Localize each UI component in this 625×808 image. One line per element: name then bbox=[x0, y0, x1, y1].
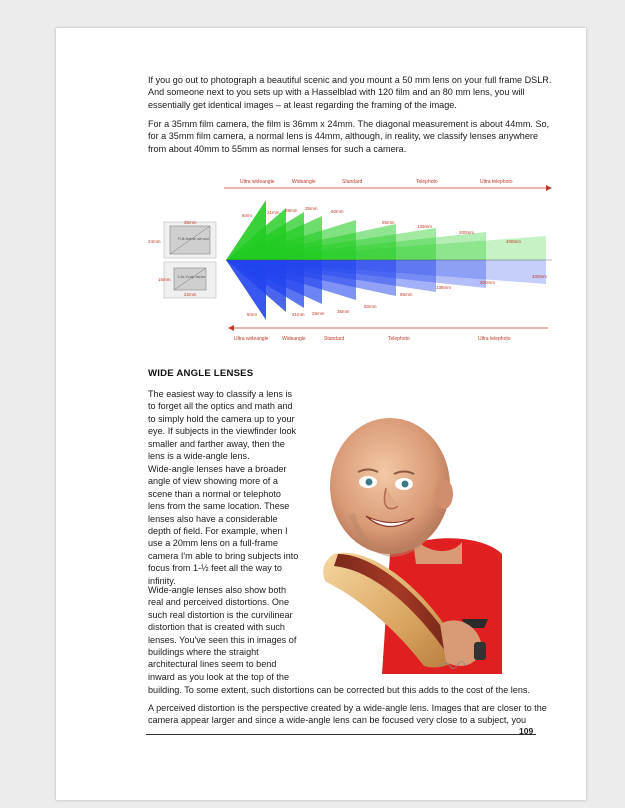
bottom-category-wide: Wideangle bbox=[282, 336, 306, 342]
paragraph-normal-lens-framing: If you go out to photograph a beautiful scenic and you mount a 50 mm lens on your full frame DSLR. And someone next to you sets up with a Hasselblad with 120 film and an 80 mm lens, you will essentially get identical images – at least regarding the framing of the image. bbox=[148, 75, 552, 110]
full-frame-width: 36mm bbox=[184, 220, 197, 225]
full-frame-label: Full-frame sensor bbox=[178, 236, 210, 241]
top-focal-8: 8mm bbox=[242, 213, 252, 218]
right-iris bbox=[402, 481, 409, 488]
bottom-focal-50: 50mm bbox=[364, 304, 377, 309]
top-focal-21: 21mm bbox=[267, 210, 280, 215]
bottom-focal-8: 8mm bbox=[247, 312, 257, 317]
crop-width: 22mm bbox=[184, 292, 197, 297]
crop-label: 1.6x Crop factor bbox=[177, 274, 206, 279]
bottom-category-ultra-tele: Ultra telephoto bbox=[478, 336, 511, 342]
wide-angle-portrait-photo bbox=[312, 404, 502, 674]
bottom-focal-200: 200mm bbox=[480, 280, 496, 285]
top-arrow-head bbox=[546, 185, 552, 191]
bottom-category-standard: Standard bbox=[324, 336, 345, 342]
bottom-focal-400: 400mm bbox=[532, 274, 548, 279]
top-focal-85: 85mm bbox=[382, 220, 395, 225]
focal-length-diagram bbox=[144, 168, 556, 348]
bottom-category-telephoto: Telephoto bbox=[388, 336, 410, 342]
paragraph-distortions: Wide-angle lenses also show both real and perceived distortions. One such real distortion is the curvilinear distortion that is created with such lenses. You've seen this in images of buildings where the straight architectural lines seem to bend inward as you look at the top of the bbox=[148, 585, 297, 682]
top-category-standard: Standard bbox=[342, 179, 363, 185]
bald-head bbox=[330, 418, 450, 554]
top-category-wide: Wideangle bbox=[292, 179, 316, 185]
left-iris bbox=[366, 479, 373, 486]
wristwatch bbox=[474, 642, 486, 660]
blue-angle-fan bbox=[226, 260, 546, 320]
top-focal-35: 35mm bbox=[305, 206, 318, 211]
bottom-focal-135: 135mm bbox=[436, 285, 452, 290]
paragraph-35mm-film: For a 35mm film camera, the film is 36mm x 24mm. The diagonal measurement is about 44mm. So, for a 35mm film camera, a normal lens is 44mm, although, in reality, we classify lenses anywhere from about 40mm to 55mm as normal lenses for such a camera. bbox=[148, 119, 550, 154]
top-category-ultra-tele: Ultra telephoto bbox=[480, 179, 513, 185]
top-focal-50: 50mm bbox=[331, 209, 344, 214]
top-category-ultra-wide: Ultra wideangle bbox=[240, 179, 275, 185]
bottom-focal-35: 35mm bbox=[337, 309, 350, 314]
top-category-telephoto: Telephoto bbox=[416, 179, 438, 185]
section-heading: WIDE ANGLE LENSES bbox=[148, 368, 254, 379]
paragraph-classify-lens: The easiest way to classify a lens is to forget all the optics and math and to simply hold the camera up to your eye. If subjects in the viewfinder look smaller and farther away, then the lens is a wide-angle lens. bbox=[148, 389, 297, 462]
crop-height: 15mm bbox=[158, 277, 171, 282]
bottom-arrow-head bbox=[228, 325, 234, 331]
bottom-focal-21: 21mm bbox=[292, 312, 305, 317]
top-focal-135: 135mm bbox=[417, 224, 433, 229]
top-focal-200: 200mm bbox=[459, 230, 475, 235]
paragraph-perceived-distortion: A perceived distortion is the perspective created by a wide-angle lens. Images that are closer to the camera appear larger and since a wide-angle lens can be focused very close to a subject, you bbox=[148, 703, 547, 726]
paragraph-wide-angle-view: Wide-angle lenses have a broader angle of view showing more of a scene than a normal or telephoto lens from the same location. These lenses also have a considerable depth of field. For example, when I use a 20mm lens on a full-frame camera I'm able to bring subjects into focus from 1-½ feet all the way to infinity. bbox=[148, 464, 299, 586]
page-number: 109 bbox=[519, 726, 534, 736]
top-focal-400: 400mm bbox=[506, 239, 522, 244]
green-angle-fan bbox=[226, 200, 546, 260]
full-frame-height: 24mm bbox=[148, 239, 161, 244]
bottom-category-ultra-wide: Ultra wideangle bbox=[234, 336, 269, 342]
bottom-focal-28: 28mm bbox=[312, 311, 325, 316]
ear bbox=[435, 479, 453, 509]
footer-rule bbox=[146, 734, 536, 735]
top-focal-28: 28mm bbox=[285, 208, 298, 213]
paragraph-distortion-cost: building. To some extent, such distortions can be corrected but this adds to the cost of the lens. bbox=[148, 685, 530, 695]
bottom-focal-85: 85mm bbox=[400, 292, 413, 297]
